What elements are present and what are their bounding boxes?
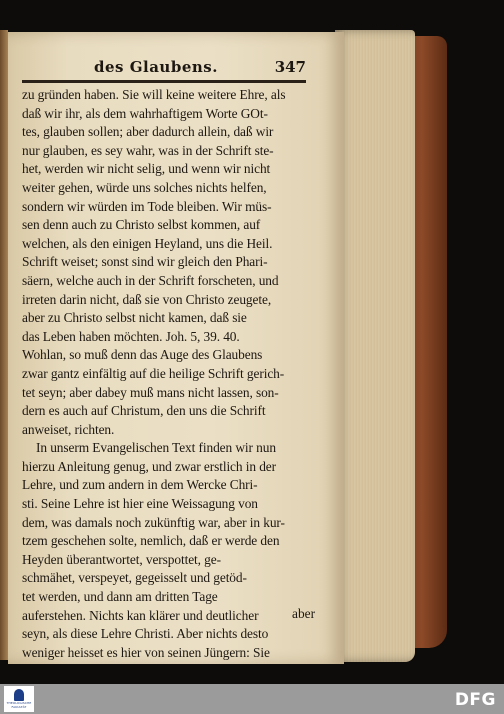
text-line: daß wir ihr, als dem wahrhaftigem Worte GOt- <box>22 105 268 121</box>
page-header <box>94 58 306 80</box>
body-text <box>22 86 308 662</box>
text-line: irreten darin nicht, daß sie von Christo zeugete, <box>22 291 272 307</box>
text-line: tes, glauben sollen; aber dadurch allein, daß wir <box>22 124 274 140</box>
text-line: tzem geschehen solte, nemlich, daß er werde den <box>22 533 280 549</box>
header-rule <box>22 80 306 83</box>
text-line: das Leben haben möchten. Joh. 5, 39. 40. <box>22 328 240 344</box>
page-number: 347 <box>274 58 306 76</box>
text-line: schmähet, verspeyet, gegeisselt und getöd- <box>22 570 247 586</box>
text-line: het, werden wir nicht selig, und wenn wir nicht <box>22 161 271 177</box>
text-line: sen denn auch zu Christo selbst kommen, auf <box>22 217 261 233</box>
text-line: hierzu Anleitung genug, und zwar erstlich in der <box>22 458 277 474</box>
text-line: dern es auch auf Christum, den uns die Schrift <box>22 403 266 419</box>
catchword: aber <box>292 606 316 621</box>
text-line: nur glauben, es sey wahr, was in der Schrift ste- <box>22 142 274 158</box>
text-line: zwar gantz einfältig auf die heilige Schrift gerich- <box>22 365 285 381</box>
library-emblem-icon <box>14 689 24 701</box>
text-line: sti. Seine Lehre ist hier eine Weissagung von <box>22 496 258 512</box>
library-logo-text: THEOLOGISCHE FAKULTÄT <box>6 701 32 709</box>
dfg-logo[interactable]: DFG <box>454 690 496 710</box>
text-line: Lehre, und zum andern in dem Wercke Chri- <box>22 477 258 493</box>
text-line: Wohlan, so muß denn das Auge des Glaubens <box>22 347 263 363</box>
text-line: sondern wir würden im Tode bleiben. Wir müs- <box>22 198 272 214</box>
library-logo[interactable] <box>4 686 34 712</box>
text-line: Heyden überantwortet, verspottet, ge- <box>22 551 221 567</box>
text-line: tet seyn; aber dabey muß mans nicht lassen, son- <box>22 384 279 400</box>
page-edges <box>335 30 415 662</box>
text-line: anweiset, richten. <box>22 421 115 437</box>
text-line: dem, was damals noch zukünftig war, aber in kur- <box>22 514 285 530</box>
text-line: welchen, als den einigen Heyland, uns die Heil. <box>22 235 273 251</box>
text-line: tet werden, und dann am dritten Tage <box>22 589 218 605</box>
text-line: Schrift weiset; sonst sind wir gleich den Phari- <box>22 254 268 270</box>
running-title: des Glaubens. <box>94 58 218 76</box>
text-line: auferstehen. Nichts kan klärer und deutlicher <box>22 607 259 623</box>
text-line: weniger heisset es hier von seinen Jüngern: Sie <box>22 644 270 660</box>
text-line: zu gründen haben. Sie will keine weitere Ehre, als <box>22 87 286 102</box>
book-page <box>8 32 344 664</box>
text-line: weiter gehen, würde uns solches nichts helfen, <box>22 179 267 195</box>
footer-bar <box>0 684 504 714</box>
text-line: aber zu Christo selbst nicht kamen, daß sie <box>22 310 247 326</box>
text-line: säern, welche auch in der Schrift forscheten, und <box>22 272 279 288</box>
gutter-strip <box>0 30 8 660</box>
text-line: In unserm Evangelischen Text finden wir nun <box>36 440 276 456</box>
text-line: seyn, als diese Lehre Christi. Aber nichts desto <box>22 626 269 642</box>
